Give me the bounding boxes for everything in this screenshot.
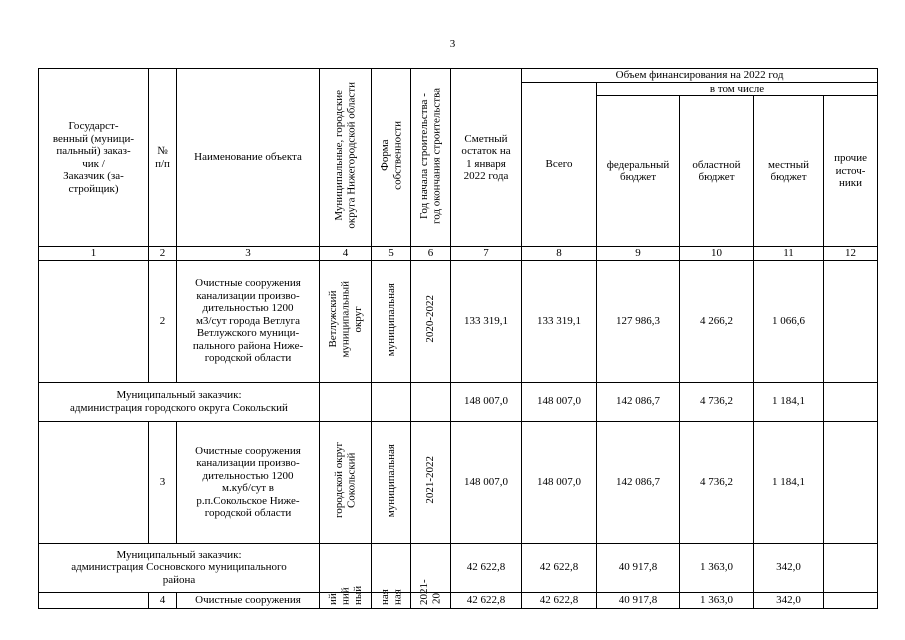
other-sources xyxy=(824,421,878,543)
regional-budget: 1 363,0 xyxy=(680,543,754,592)
column-number: 5 xyxy=(372,247,411,261)
header-regional: областной бюджет xyxy=(680,96,754,247)
funding-total: 42 622,8 xyxy=(522,592,597,609)
column-number: 10 xyxy=(680,247,754,261)
regional-budget: 4 736,2 xyxy=(680,382,754,421)
funding-total: 148 007,0 xyxy=(522,421,597,543)
header-ownership: Форма собственности xyxy=(372,69,411,247)
estimated-balance: 42 622,8 xyxy=(451,543,522,592)
table-row xyxy=(39,260,878,382)
local-budget: 1 184,1 xyxy=(754,421,824,543)
ownership: муниципальная xyxy=(372,260,411,382)
header-total: Всего xyxy=(522,82,597,247)
header-other: прочие источ- ники xyxy=(824,96,878,247)
federal-budget: 40 917,8 xyxy=(597,592,680,609)
municipality: Ветлужский муниципальный округ xyxy=(320,260,372,382)
column-number: 2 xyxy=(149,247,177,261)
header-row-number: № п/п xyxy=(149,69,177,247)
row-number: 4 xyxy=(149,592,177,609)
federal-budget: 142 086,7 xyxy=(597,382,680,421)
municipality: городской округ Сокольский xyxy=(320,421,372,543)
funding-total: 133 319,1 xyxy=(522,260,597,382)
other-sources xyxy=(824,592,878,609)
municipality: ий ний ный xyxy=(320,592,372,609)
object-name: Очистные сооружения канализации произво- дительностью 1200 м.куб/сут в р.п.Сокольское Ниже- городской области xyxy=(177,421,320,543)
column-number: 1 xyxy=(39,247,149,261)
row-number: 3 xyxy=(149,421,177,543)
estimated-balance: 148 007,0 xyxy=(451,421,522,543)
regional-budget: 1 363,0 xyxy=(680,592,754,609)
column-number: 8 xyxy=(522,247,597,261)
construction-years: 2021- 20 xyxy=(411,592,451,609)
federal-budget: 127 986,3 xyxy=(597,260,680,382)
local-budget: 342,0 xyxy=(754,543,824,592)
funding-total: 148 007,0 xyxy=(522,382,597,421)
column-number: 6 xyxy=(411,247,451,261)
regional-budget: 4 736,2 xyxy=(680,421,754,543)
header-balance: Сметный остаток на 1 января 2022 года xyxy=(451,69,522,247)
construction-years: 2021-2022 xyxy=(411,421,451,543)
local-budget: 342,0 xyxy=(754,592,824,609)
column-number: 3 xyxy=(177,247,320,261)
header-municipality: Муниципальные, городские округа Нижегородской области xyxy=(320,69,372,247)
federal-budget: 142 086,7 xyxy=(597,421,680,543)
object-name: Очистные сооружения xyxy=(177,592,320,609)
header-object-name: Наименование объекта xyxy=(177,69,320,247)
customer-row xyxy=(39,382,878,421)
object-name: Очистные сооружения канализации произво- дительностью 1200 м3/сут города Ветлуга Ветлужского муници- пального района Ниже- городской области xyxy=(177,260,320,382)
header-funding: Объем финансирования на 2022 год xyxy=(522,69,878,83)
header-local: местный бюджет xyxy=(754,96,824,247)
other-sources xyxy=(824,543,878,592)
ownership: ная ная xyxy=(372,592,411,609)
customer-cell xyxy=(39,260,149,382)
regional-budget: 4 266,2 xyxy=(680,260,754,382)
other-sources xyxy=(824,260,878,382)
column-number: 12 xyxy=(824,247,878,261)
customer-cell xyxy=(39,592,149,609)
column-number: 9 xyxy=(597,247,680,261)
estimated-balance: 133 319,1 xyxy=(451,260,522,382)
investment-table xyxy=(38,68,878,609)
column-number: 4 xyxy=(320,247,372,261)
column-number: 7 xyxy=(451,247,522,261)
estimated-balance: 148 007,0 xyxy=(451,382,522,421)
page-number: 3 xyxy=(449,38,456,50)
ownership: муниципальная xyxy=(372,421,411,543)
funding-total: 42 622,8 xyxy=(522,543,597,592)
customer-row xyxy=(39,543,878,592)
other-sources xyxy=(824,382,878,421)
table-row xyxy=(39,421,878,543)
header-including: в том числе xyxy=(597,82,878,96)
customer-cell xyxy=(39,421,149,543)
header-federal: федеральный бюджет xyxy=(597,96,680,247)
table-row xyxy=(39,592,878,609)
construction-years: 2020-2022 xyxy=(411,260,451,382)
local-budget: 1 066,6 xyxy=(754,260,824,382)
column-number-row xyxy=(39,247,878,261)
federal-budget: 40 917,8 xyxy=(597,543,680,592)
row-number: 2 xyxy=(149,260,177,382)
customer-label: Муниципальный заказчик: администрация Сосновского муниципального района xyxy=(39,543,320,592)
estimated-balance: 42 622,8 xyxy=(451,592,522,609)
customer-label: Муниципальный заказчик: администрация городского округа Сокольский xyxy=(39,382,320,421)
header-years: Год начала строительства - год окончания строительства xyxy=(411,69,451,247)
local-budget: 1 184,1 xyxy=(754,382,824,421)
header-customer: Государст- венный (муници- пальный) заказ- чик / Заказчик (за- стройщик) xyxy=(39,69,149,247)
column-number: 11 xyxy=(754,247,824,261)
